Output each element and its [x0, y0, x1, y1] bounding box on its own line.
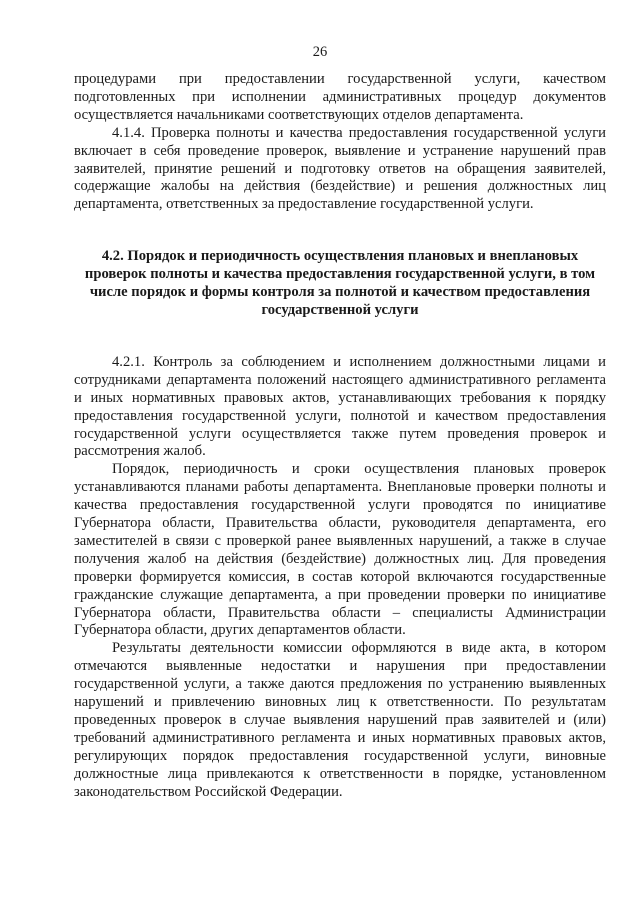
paragraph-inspection-order: Порядок, периодичность и сроки осуществления плановых проверок устанавливаются планами работы департамента. Внеплановые проверки полноты и качества предоставления государственной услуги проводятся по инициативе Губернатора области, Правительства области, руководителя департамента, его заместителей в связи с проверкой ранее выявленных нарушений, а также в случае получения жалоб на действия (бездействие) должностных лиц. Для проведения проверки формируется комиссия, в состав которой включаются государственные гражданские служащие департамента, а при проведении проверки по инициативе Губернатора области, Правительства области – специалисты Администрации Губернатора области, других департаментов области.	[74, 461, 606, 639]
spacer	[74, 320, 606, 354]
spacer	[74, 214, 606, 248]
paragraph-4-2-1: 4.2.1. Контроль за соблюдением и исполнением должностными лицами и сотрудниками департамента положений настоящего административного регламента и иных нормативных правовых актов, устанавливающих требования к порядку предоставления государственной услуги, полнотой и качеством предоставления государственной услуги осуществляется также путем проведения проверок и рассмотрения жалоб.	[74, 353, 606, 460]
paragraph-continuation: процедурами при предоставлении государственной услуги, качеством подготовленных при исполнении административных процедур документов осуществляется начальниками соответствующих отделов департамента.	[74, 71, 606, 123]
paragraph-commission-results: Результаты деятельности комиссии оформляются в виде акта, в котором отмечаются выявленные недостатки и нарушения при предоставлении государственной услуги, а также даются предложения по устранению выявленных нарушений и привлечению виновных лиц к ответственности. По результатам проведенных проверок в случае выявления нарушений прав заявителей и (или) требований административного регламента и иных нормативных правовых актов, регулирующих порядок предоставления государственной услуги, виновные должностные лица привлекаются к ответственности в порядке, установленном законодательством Российской Федерации.	[74, 640, 606, 800]
page-number: 26	[312, 44, 328, 60]
paragraph-4-1-4: 4.1.4. Проверка полноты и качества предоставления государственной услуги включает в себя проведение проверок, выявление и устранение нарушений прав заявителей, принятие решений и подготовку ответов на обращения заявителей, содержащие жалобы на действия (бездействие) и решения должностных лиц департамента, ответственных за предоставление государственной услуги.	[74, 124, 606, 213]
section-heading-4-2: 4.2. Порядок и периодичность осуществления плановых и внеплановых проверок полноты и качества предоставления государственной услуги, в том числе порядок и формы контроля за полнотой и качеством предоставления государственной услуги	[84, 248, 596, 318]
document-body	[74, 71, 606, 802]
